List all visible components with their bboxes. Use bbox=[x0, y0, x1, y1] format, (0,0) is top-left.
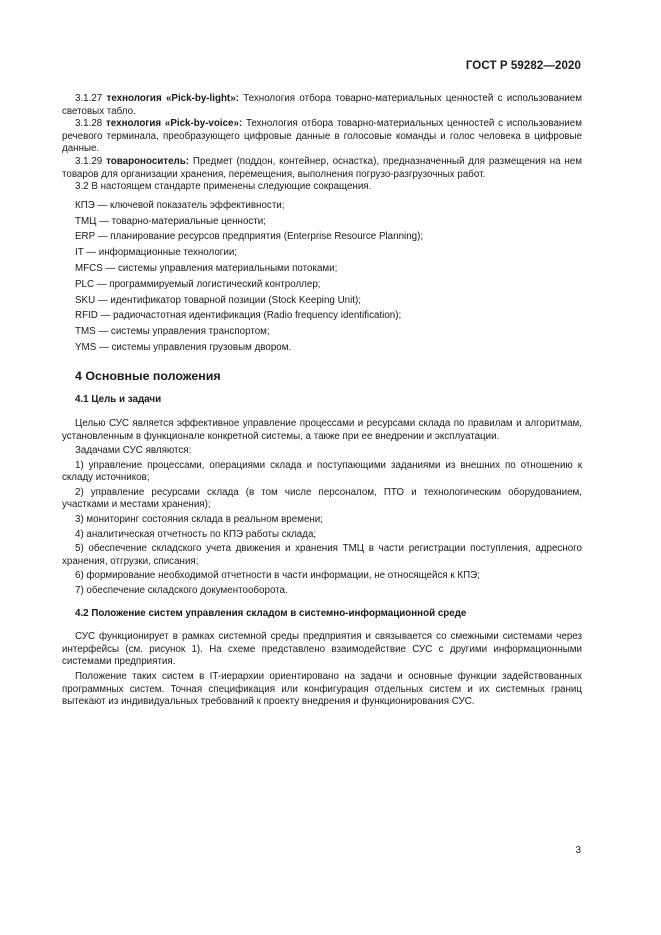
abbreviation-item: RFID — радиочастотная идентификация (Radio frequency identification); bbox=[75, 310, 402, 322]
abbreviation-item: PLC — программируемый логистический контроллер; bbox=[75, 278, 321, 290]
abbreviation-item: TMS — системы управления транспортом; bbox=[75, 326, 270, 338]
tasks-intro: Задачами СУС являются: bbox=[75, 445, 192, 457]
abbreviations-list bbox=[62, 198, 582, 356]
abbreviation-item: КПЭ — ключевой показатель эффективности; bbox=[75, 199, 285, 211]
term-definition: Технология отбора товарно-материальных ценностей с использованием речевого терминала, преобразующего цифровые данные в голосовые команды и голос человека в цифровые данные. bbox=[62, 118, 582, 155]
subsection-heading: 4.1 Цель и задачи bbox=[75, 394, 162, 406]
task-item: 1) управление процессами, операциями склада и поступающими заданиями из внешних по отношению к складу источников; bbox=[62, 459, 582, 484]
task-item: 6) формирование необходимой отчетности в части информации, не относящейся к КПЭ; bbox=[75, 570, 480, 582]
task-item: 2) управление ресурсами склада (в том числе персоналом, ПТО и технологическим оборудованием, участками и местами хранения); bbox=[62, 486, 582, 511]
term-entry bbox=[62, 93, 582, 118]
body-paragraph: Целью СУС является эффективное управление процессами и ресурсами склада по правилам и алгоритмам, установленным в функционале конкретной системы, а также при ее внедрении и эксплуатации. bbox=[62, 417, 582, 442]
abbreviation-item: YMS — системы управления грузовым двором. bbox=[75, 341, 292, 353]
term-entry bbox=[62, 156, 582, 181]
term-number: 3.1.29 bbox=[75, 155, 103, 167]
abbreviations-intro: 3.2 В настоящем стандарте применены следующие сокращения. bbox=[75, 181, 372, 193]
body-paragraph: Положение таких систем в IT-иерархии ориентировано на задачи и основные функции задействованных программных систем. Точная спецификация или конфигурация отдельных систем и их системных границ вытекают из индивидуальных требований к проекту внедрения и функционирования СУС. bbox=[62, 671, 582, 708]
body-paragraph: СУС функционирует в рамках системной среды предприятия и связывается со смежными системами через интерфейсы (см. рисунок 1). На схеме представлено взаимодействие СУС с другими информационными системами предприятия. bbox=[62, 631, 582, 668]
abbreviation-item: SKU — идентификатор товарной позиции (Stock Keeping Unit); bbox=[75, 294, 361, 306]
term-definition: Технология отбора товарно-материальных ценностей с использованием световых табло. bbox=[62, 93, 582, 117]
page-number: 3 bbox=[575, 845, 581, 856]
task-item: 7) обеспечение складского документооборота. bbox=[75, 585, 288, 597]
task-item: 5) обеспечение складского учета движения и хранения ТМЦ в части регистрации поступления, адресного хранения, отгрузки, списания; bbox=[62, 543, 582, 567]
term-name: товароноситель: bbox=[106, 155, 190, 167]
task-item: 3) мониторинг состояния склада в реальном времени; bbox=[75, 514, 323, 526]
task-item: 4) аналитическая отчетность по КПЭ работы склада; bbox=[75, 528, 317, 540]
term-definition: Предмет (поддон, контейнер, оснастка), предназначенный для размещения на нем товаров для организации хранения, перемещения, выполнения погрузо-разгрузочных работ. bbox=[62, 155, 582, 180]
abbreviation-item: ERP — планирование ресурсов предприятия (Enterprise Resource Planning); bbox=[75, 231, 424, 243]
subsection-heading: 4.2 Положение систем управления складом в системно-информационной среде bbox=[75, 607, 467, 619]
term-number: 3.1.28 bbox=[75, 118, 103, 130]
section-heading: 4 Основные положения bbox=[75, 368, 221, 383]
term-number: 3.1.27 bbox=[75, 93, 103, 104]
term-name: технология «Pick-by-voice»: bbox=[106, 118, 243, 130]
term-name: технология «Pick-by-light»: bbox=[106, 93, 239, 104]
page-content bbox=[62, 93, 582, 709]
document-code: ГОСТ Р 59282—2020 bbox=[465, 60, 581, 72]
abbreviation-item: IT — информационные технологии; bbox=[75, 247, 238, 259]
abbreviation-item: MFCS — системы управления материальными потоками; bbox=[75, 262, 338, 274]
abbreviation-item: ТМЦ — товарно-материальные ценности; bbox=[75, 215, 266, 227]
term-entry bbox=[62, 118, 582, 156]
